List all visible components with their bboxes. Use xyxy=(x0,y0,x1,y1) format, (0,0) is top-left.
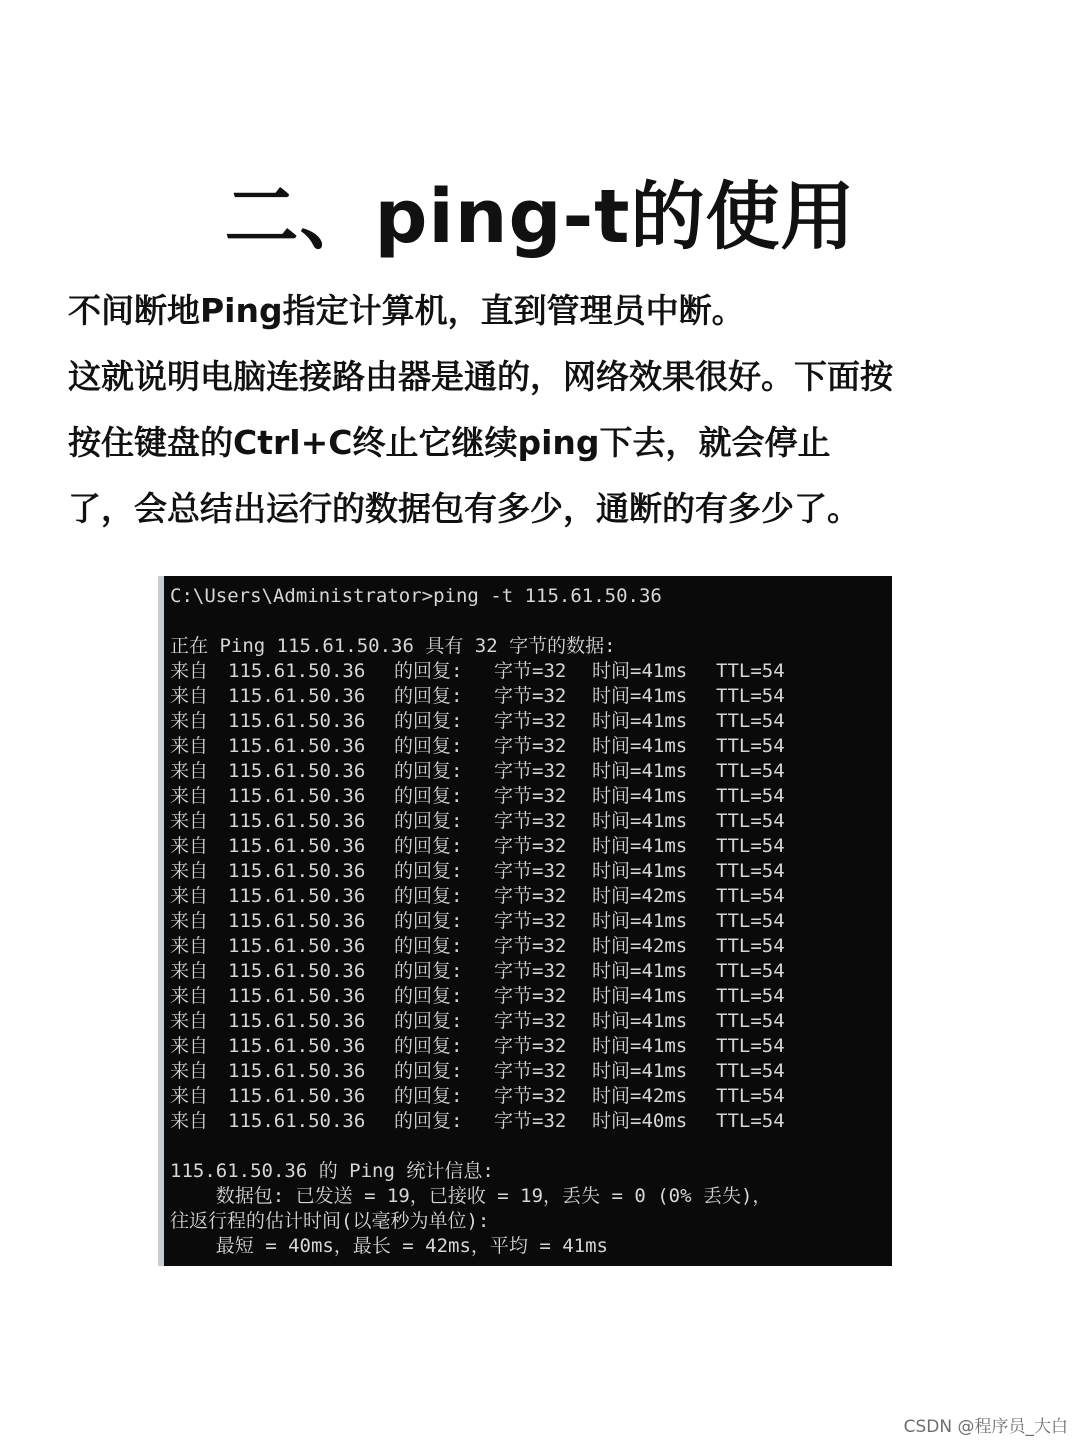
reply-ttl: TTL=54 xyxy=(716,1085,785,1107)
reply-ip: 115.61.50.36 xyxy=(228,960,366,982)
reply-ttl: TTL=54 xyxy=(716,710,785,732)
reply-ip: 115.61.50.36 xyxy=(228,1110,366,1132)
reply-bytes: 字节=32 xyxy=(494,1060,567,1082)
reply-row xyxy=(170,859,806,884)
reply-ttl: TTL=54 xyxy=(716,1110,785,1132)
reply-from: 来自 xyxy=(170,1010,209,1032)
reply-from: 来自 xyxy=(170,760,209,782)
reply-time: 时间=41ms xyxy=(592,1060,688,1082)
reply-ip: 115.61.50.36 xyxy=(228,885,366,907)
reply-row xyxy=(170,1109,806,1134)
reply-time: 时间=41ms xyxy=(592,1035,688,1057)
reply-row xyxy=(170,934,806,959)
reply-bytes: 字节=32 xyxy=(494,1010,567,1032)
stats-rtt-line: 最短 = 40ms，最长 = 42ms，平均 = 41ms xyxy=(170,1235,608,1257)
paragraph-line: 了，会总结出运行的数据包有多少，通断的有多少了。 xyxy=(68,489,860,528)
reply-ip: 115.61.50.36 xyxy=(228,760,366,782)
reply-ip: 115.61.50.36 xyxy=(228,785,366,807)
reply-bytes: 字节=32 xyxy=(494,885,567,907)
reply-from: 来自 xyxy=(170,860,209,882)
paragraph-line: 按住键盘的Ctrl+C终止它继续ping下去，就会停止 xyxy=(68,423,831,462)
reply-ip: 115.61.50.36 xyxy=(228,860,366,882)
reply-ttl: TTL=54 xyxy=(716,785,785,807)
reply-time: 时间=41ms xyxy=(592,685,688,707)
reply-of: 的回复: xyxy=(394,785,463,807)
paragraph-line: 这就说明电脑连接路由器是通的，网络效果很好。下面按 xyxy=(68,357,893,396)
reply-from: 来自 xyxy=(170,710,209,732)
reply-ip: 115.61.50.36 xyxy=(228,1010,366,1032)
reply-time: 时间=41ms xyxy=(592,960,688,982)
reply-time: 时间=42ms xyxy=(592,1085,688,1107)
reply-time: 时间=42ms xyxy=(592,935,688,957)
reply-from: 来自 xyxy=(170,960,209,982)
reply-time: 时间=41ms xyxy=(592,710,688,732)
ping-header-line: 正在 Ping 115.61.50.36 具有 32 字节的数据: xyxy=(170,635,616,657)
reply-bytes: 字节=32 xyxy=(494,835,567,857)
reply-ttl: TTL=54 xyxy=(716,760,785,782)
reply-ttl: TTL=54 xyxy=(716,885,785,907)
reply-from: 来自 xyxy=(170,885,209,907)
reply-of: 的回复: xyxy=(394,735,463,757)
reply-of: 的回复: xyxy=(394,660,463,682)
reply-bytes: 字节=32 xyxy=(494,735,567,757)
description-paragraph xyxy=(68,278,1028,542)
reply-row xyxy=(170,984,806,1009)
reply-bytes: 字节=32 xyxy=(494,710,567,732)
stats-packets-line: 数据包: 已发送 = 19，已接收 = 19，丢失 = 0 (0% 丢失)， xyxy=(170,1185,772,1207)
reply-ttl: TTL=54 xyxy=(716,935,785,957)
reply-of: 的回复: xyxy=(394,835,463,857)
reply-of: 的回复: xyxy=(394,935,463,957)
reply-bytes: 字节=32 xyxy=(494,860,567,882)
reply-row xyxy=(170,909,806,934)
reply-of: 的回复: xyxy=(394,885,463,907)
reply-from: 来自 xyxy=(170,685,209,707)
reply-ip: 115.61.50.36 xyxy=(228,835,366,857)
reply-of: 的回复: xyxy=(394,685,463,707)
reply-ttl: TTL=54 xyxy=(716,1010,785,1032)
reply-row xyxy=(170,834,806,859)
reply-of: 的回复: xyxy=(394,760,463,782)
reply-ttl: TTL=54 xyxy=(716,1035,785,1057)
reply-of: 的回复: xyxy=(394,985,463,1007)
reply-ip: 115.61.50.36 xyxy=(228,1035,366,1057)
reply-row xyxy=(170,1059,806,1084)
reply-row xyxy=(170,759,806,784)
reply-from: 来自 xyxy=(170,835,209,857)
reply-bytes: 字节=32 xyxy=(494,935,567,957)
reply-time: 时间=41ms xyxy=(592,735,688,757)
reply-of: 的回复: xyxy=(394,810,463,832)
reply-bytes: 字节=32 xyxy=(494,810,567,832)
stats-title-line: 115.61.50.36 的 Ping 统计信息: xyxy=(170,1160,494,1182)
reply-bytes: 字节=32 xyxy=(494,685,567,707)
reply-bytes: 字节=32 xyxy=(494,785,567,807)
reply-of: 的回复: xyxy=(394,910,463,932)
terminal-screenshot xyxy=(158,576,892,1266)
reply-from: 来自 xyxy=(170,1110,209,1132)
reply-from: 来自 xyxy=(170,785,209,807)
reply-of: 的回复: xyxy=(394,710,463,732)
stats-rtt-title-line: 往返行程的估计时间(以毫秒为单位): xyxy=(170,1210,490,1232)
reply-ttl: TTL=54 xyxy=(716,660,785,682)
reply-row xyxy=(170,959,806,984)
reply-ttl: TTL=54 xyxy=(716,985,785,1007)
command-line: C:\Users\Administrator>ping -t 115.61.50.36 xyxy=(170,585,662,607)
reply-of: 的回复: xyxy=(394,1060,463,1082)
reply-ttl: TTL=54 xyxy=(716,835,785,857)
reply-ip: 115.61.50.36 xyxy=(228,685,366,707)
reply-ip: 115.61.50.36 xyxy=(228,1085,366,1107)
reply-ttl: TTL=54 xyxy=(716,910,785,932)
reply-from: 来自 xyxy=(170,735,209,757)
reply-from: 来自 xyxy=(170,910,209,932)
reply-ttl: TTL=54 xyxy=(716,960,785,982)
reply-row xyxy=(170,1084,806,1109)
reply-ip: 115.61.50.36 xyxy=(228,810,366,832)
reply-time: 时间=41ms xyxy=(592,760,688,782)
page-title: 二、ping-t的使用 xyxy=(224,174,856,260)
reply-bytes: 字节=32 xyxy=(494,1035,567,1057)
reply-ttl: TTL=54 xyxy=(716,735,785,757)
reply-row xyxy=(170,684,806,709)
reply-bytes: 字节=32 xyxy=(494,1085,567,1107)
paragraph-line: 不间断地Ping指定计算机，直到管理员中断。 xyxy=(68,291,745,330)
reply-ttl: TTL=54 xyxy=(716,810,785,832)
reply-from: 来自 xyxy=(170,985,209,1007)
reply-from: 来自 xyxy=(170,660,209,682)
reply-of: 的回复: xyxy=(394,1010,463,1032)
reply-of: 的回复: xyxy=(394,1110,463,1132)
reply-ip: 115.61.50.36 xyxy=(228,710,366,732)
reply-ttl: TTL=54 xyxy=(716,685,785,707)
reply-row xyxy=(170,1009,806,1034)
reply-time: 时间=42ms xyxy=(592,885,688,907)
reply-time: 时间=41ms xyxy=(592,860,688,882)
reply-row xyxy=(170,884,806,909)
reply-from: 来自 xyxy=(170,1035,209,1057)
reply-from: 来自 xyxy=(170,810,209,832)
reply-time: 时间=41ms xyxy=(592,810,688,832)
reply-from: 来自 xyxy=(170,1060,209,1082)
reply-bytes: 字节=32 xyxy=(494,910,567,932)
reply-row xyxy=(170,709,806,734)
reply-time: 时间=41ms xyxy=(592,985,688,1007)
reply-from: 来自 xyxy=(170,1085,209,1107)
reply-ip: 115.61.50.36 xyxy=(228,910,366,932)
reply-row xyxy=(170,1034,806,1059)
reply-time: 时间=41ms xyxy=(592,1010,688,1032)
reply-ip: 115.61.50.36 xyxy=(228,735,366,757)
reply-of: 的回复: xyxy=(394,860,463,882)
reply-ttl: TTL=54 xyxy=(716,1060,785,1082)
reply-time: 时间=41ms xyxy=(592,660,688,682)
reply-ttl: TTL=54 xyxy=(716,860,785,882)
watermark-text: CSDN @程序员_大白 xyxy=(903,1417,1068,1437)
reply-bytes: 字节=32 xyxy=(494,1110,567,1132)
reply-row xyxy=(170,809,806,834)
reply-from: 来自 xyxy=(170,935,209,957)
reply-ip: 115.61.50.36 xyxy=(228,985,366,1007)
reply-of: 的回复: xyxy=(394,1085,463,1107)
reply-ip: 115.61.50.36 xyxy=(228,935,366,957)
reply-of: 的回复: xyxy=(394,1035,463,1057)
reply-ip: 115.61.50.36 xyxy=(228,1060,366,1082)
reply-row xyxy=(170,734,806,759)
reply-time: 时间=41ms xyxy=(592,835,688,857)
reply-of: 的回复: xyxy=(394,960,463,982)
reply-time: 时间=41ms xyxy=(592,910,688,932)
reply-row xyxy=(170,784,806,809)
reply-ip: 115.61.50.36 xyxy=(228,660,366,682)
reply-bytes: 字节=32 xyxy=(494,760,567,782)
reply-time: 时间=41ms xyxy=(592,785,688,807)
reply-bytes: 字节=32 xyxy=(494,985,567,1007)
reply-bytes: 字节=32 xyxy=(494,660,567,682)
reply-time: 时间=40ms xyxy=(592,1110,688,1132)
reply-bytes: 字节=32 xyxy=(494,960,567,982)
reply-row xyxy=(170,659,806,684)
